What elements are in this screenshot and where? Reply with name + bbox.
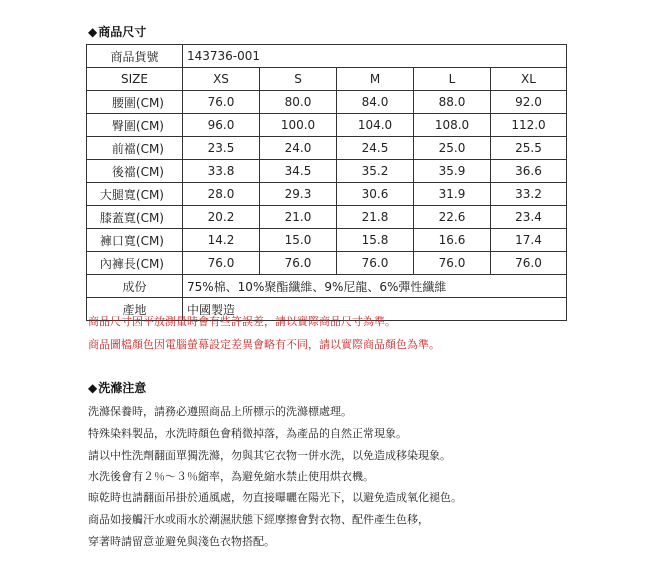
product-no-label: 商品貨號 xyxy=(87,45,183,68)
table-cell: 21.0 xyxy=(260,206,337,229)
table-cell: 76.0 xyxy=(491,252,567,275)
size-header-cell: M xyxy=(337,68,414,91)
table-cell: 23.5 xyxy=(183,137,260,160)
table-cell: 33.8 xyxy=(183,160,260,183)
origin-label: 產地 xyxy=(87,298,183,321)
care-line: 請以中性洗劑翻面單獨洗滌，勿與其它衣物一併水洗，以免造成移染現象。 xyxy=(88,449,451,462)
diamond-bullet-icon: ◆ xyxy=(88,381,98,395)
table-cell: 25.5 xyxy=(491,137,567,160)
table-cell: 20.2 xyxy=(183,206,260,229)
row-label: 前襠(CM) xyxy=(87,137,183,160)
table-cell: 33.2 xyxy=(491,183,567,206)
table-cell: 24.5 xyxy=(337,137,414,160)
table-row xyxy=(87,252,567,275)
table-cell: 100.0 xyxy=(260,114,337,137)
table-cell: 25.0 xyxy=(414,137,491,160)
table-cell: 76.0 xyxy=(183,91,260,114)
table-row xyxy=(87,137,567,160)
table-cell: 35.2 xyxy=(337,160,414,183)
table-cell: 76.0 xyxy=(414,252,491,275)
table-cell: 14.2 xyxy=(183,229,260,252)
table-cell: 112.0 xyxy=(491,114,567,137)
table-row xyxy=(87,206,567,229)
care-line: 特殊染料製品，水洗時顏色會稍微掉落，為產品的自然正常現象。 xyxy=(88,427,407,440)
table-cell: 31.9 xyxy=(414,183,491,206)
table-cell: 108.0 xyxy=(414,114,491,137)
size-section-title: ◆商品尺寸 xyxy=(88,25,147,39)
table-cell: 80.0 xyxy=(260,91,337,114)
table-cell: 21.8 xyxy=(337,206,414,229)
size-header-label: SIZE xyxy=(87,68,183,91)
row-label: 腰圍(CM) xyxy=(87,91,183,114)
table-cell: 76.0 xyxy=(260,252,337,275)
composition-label: 成份 xyxy=(87,275,183,298)
table-cell: 35.9 xyxy=(414,160,491,183)
table-cell: 22.6 xyxy=(414,206,491,229)
care-line: 晾乾時也請翻面吊掛於通風處，勿直接曝曬在陽光下，以避免造成氧化褪色。 xyxy=(88,491,462,504)
table-row xyxy=(87,183,567,206)
table-cell: 104.0 xyxy=(337,114,414,137)
table-cell: 23.4 xyxy=(491,206,567,229)
size-header-cell: XS xyxy=(183,68,260,91)
row-label: 臀圍(CM) xyxy=(87,114,183,137)
care-line: 商品如接觸汗水或雨水於潮濕狀態下經摩擦會對衣物、配件產生色移， xyxy=(88,513,429,526)
table-row xyxy=(87,91,567,114)
product-no-value: 143736-001 xyxy=(183,45,567,68)
size-header-cell: L xyxy=(414,68,491,91)
table-cell: 30.6 xyxy=(337,183,414,206)
size-table xyxy=(86,44,567,321)
composition-row xyxy=(87,275,567,298)
row-label: 後襠(CM) xyxy=(87,160,183,183)
table-cell: 36.6 xyxy=(491,160,567,183)
row-label: 大腿寬(CM) xyxy=(87,183,183,206)
table-cell: 34.5 xyxy=(260,160,337,183)
size-header-cell: S xyxy=(260,68,337,91)
table-row xyxy=(87,114,567,137)
table-cell: 17.4 xyxy=(491,229,567,252)
table-cell: 84.0 xyxy=(337,91,414,114)
row-label: 膝蓋寬(CM) xyxy=(87,206,183,229)
origin-value: 中國製造 xyxy=(183,298,567,321)
table-cell: 15.8 xyxy=(337,229,414,252)
care-line: 穿著時請留意並避免與淺色衣物搭配。 xyxy=(88,535,275,548)
row-label: 褲口寬(CM) xyxy=(87,229,183,252)
size-header-cell: XL xyxy=(491,68,567,91)
care-section-title: ◆洗滌注意 xyxy=(88,381,147,395)
composition-value: 75%棉、10%聚酯纖維、9%尼龍、6%彈性纖維 xyxy=(183,275,567,298)
diamond-bullet-icon: ◆ xyxy=(88,25,98,39)
care-line: 水洗後會有２％～３％縮率，為避免縮水禁止使用烘衣機。 xyxy=(88,470,374,483)
row-label: 內褲長(CM) xyxy=(87,252,183,275)
table-row xyxy=(87,229,567,252)
care-line: 洗滌保養時，請務必遵照商品上所標示的洗滌標處理。 xyxy=(88,405,352,418)
table-cell: 88.0 xyxy=(414,91,491,114)
table-cell: 28.0 xyxy=(183,183,260,206)
table-row xyxy=(87,160,567,183)
table-cell: 76.0 xyxy=(183,252,260,275)
table-cell: 76.0 xyxy=(337,252,414,275)
product-no-row xyxy=(87,45,567,68)
size-header-row xyxy=(87,68,567,91)
table-cell: 29.3 xyxy=(260,183,337,206)
size-note-color: 商品圖檔顏色因電腦螢幕設定差異會略有不同，請以實際商品顏色為準。 xyxy=(88,338,440,351)
table-cell: 16.6 xyxy=(414,229,491,252)
table-cell: 96.0 xyxy=(183,114,260,137)
table-cell: 92.0 xyxy=(491,91,567,114)
table-cell: 15.0 xyxy=(260,229,337,252)
table-cell: 24.0 xyxy=(260,137,337,160)
size-note-measurement: 商品尺寸因平放測量時會有些許誤差，請以實際商品尺寸為準。 xyxy=(88,315,396,328)
